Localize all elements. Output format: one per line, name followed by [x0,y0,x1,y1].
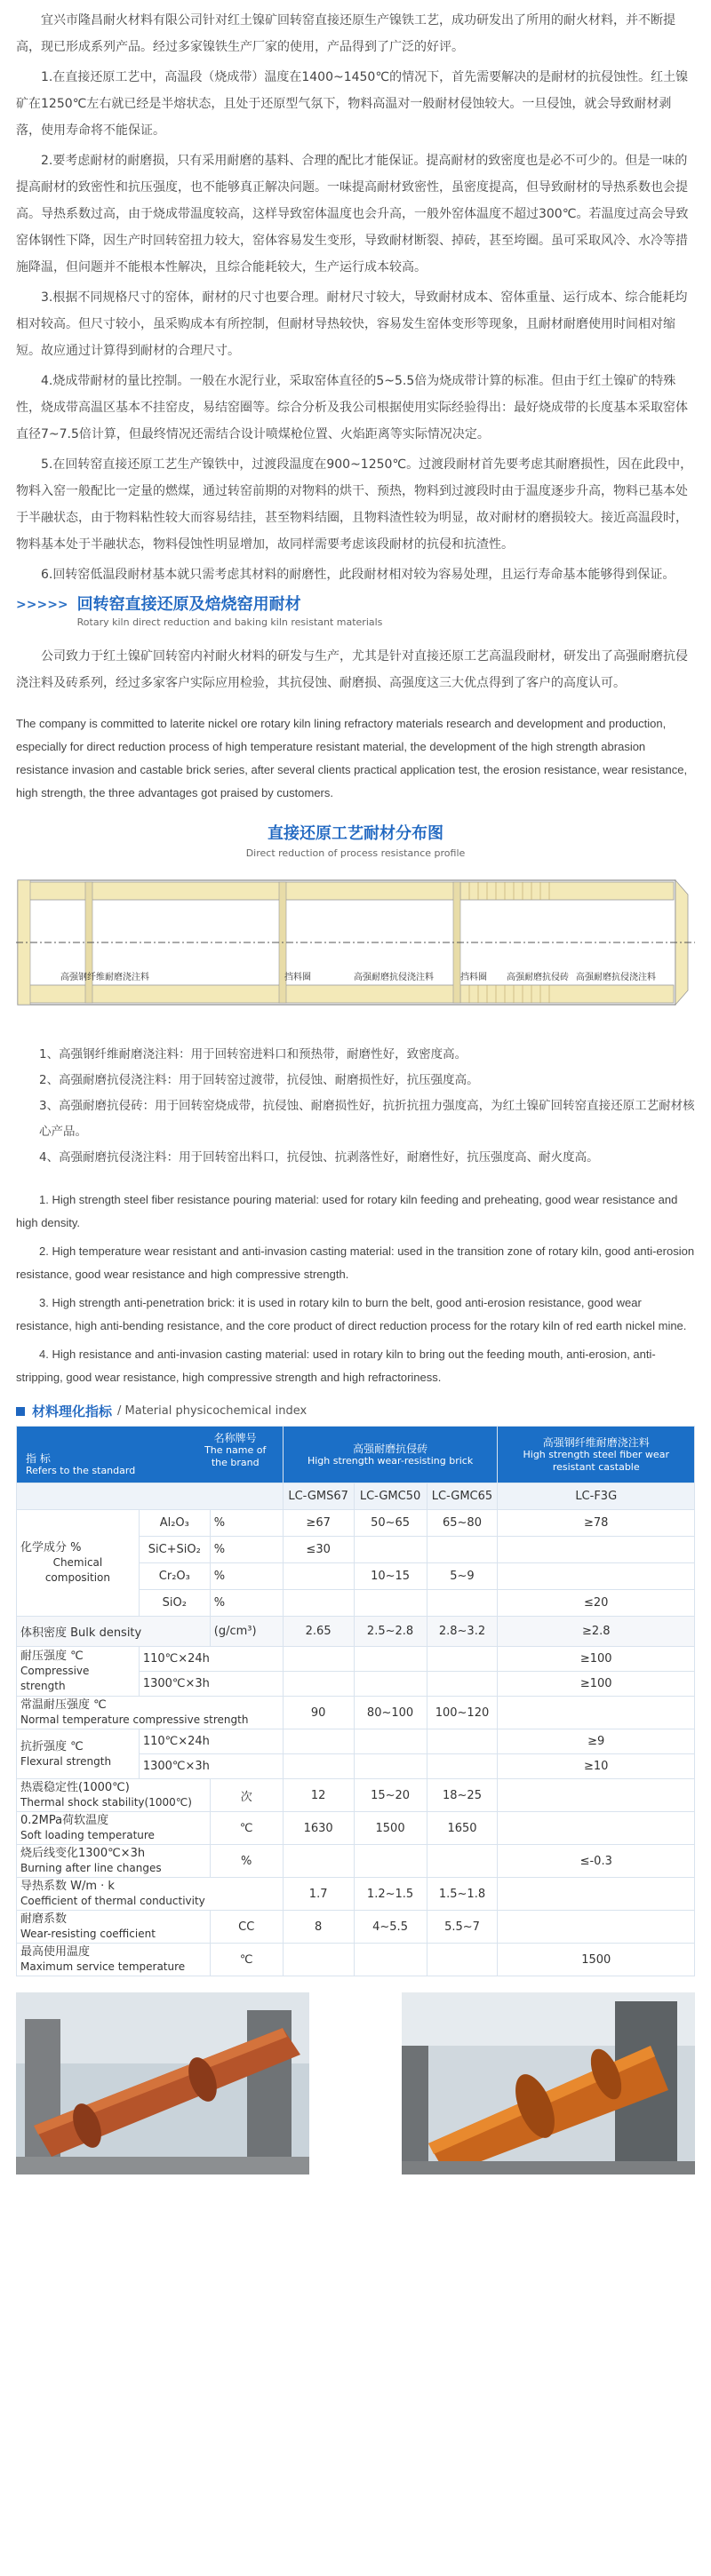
table-cell: 1650 [427,1812,498,1845]
table-cell [498,1779,695,1812]
distribution-title [16,821,695,859]
table-cell [498,1812,695,1845]
intro-paragraph: 5.在回转窑直接还原工艺生产镍铁中，过渡段温度在900~1250℃。过渡段耐材首先要考虑其耐磨损性，因在此段中，物料入窑一般配比一定量的燃煤，通过转窑前期的对物料的烘干、预热，物料到过渡段时由于温度逐步升高，物料已基本处于半融状态，由于物料粘性较大而容易结挂，甚至物料结圈，且物料渣性较为明显，故对耐材的磨损较大。接近高温段时，物料基本处于半融状态，物料侵蚀性明显增加，故同样需要考虑该段耐材的抗侵和抗渣性。 [16,457,693,552]
table-cell [354,1845,427,1878]
table-cell: ≤30 [283,1537,354,1563]
table-cell: 10~15 [354,1563,427,1590]
unit-cell: 次 [210,1779,283,1812]
table-cell: 90 [283,1697,354,1729]
label-seg4: 挡料圈 [460,973,487,982]
chem-unit: % [210,1510,283,1537]
table-cell [283,1754,354,1779]
kiln-bottom-lining [20,985,674,1003]
table-cell [354,1754,427,1779]
table-cell [283,1563,354,1590]
table-cell [498,1878,695,1911]
soft-loading-label [17,1812,211,1845]
header-brand-cn: 名称牌号 [213,1432,257,1444]
table-cell [427,1590,498,1617]
conductivity-label-en: Coefficient of thermal conductivity [20,1895,205,1907]
label-seg3: 高强耐磨抗侵浇注料 [354,973,434,982]
table-cell [427,1672,498,1697]
table-cell: 8 [283,1911,354,1944]
chem-label-cn: 化学成分 % [20,1541,82,1554]
list-item: 2. High temperature wear resistant and anti-invasion casting material: used in the transition zone of rotary kiln, good anti-erosion resistance, good wear resistance and high compressive strength. [16,1244,695,1281]
table-cell [498,1911,695,1944]
table-cell [427,1944,498,1976]
header-castable [498,1427,695,1483]
section-title-en: Rotary kiln direct reduction and baking kiln resistant materials [76,616,383,628]
header-brick-cn: 高强耐磨抗侵砖 [353,1442,428,1455]
table-cell [498,1697,695,1729]
distribution-title-cn: 直接还原工艺耐材分布图 [268,824,443,843]
table-cell [354,1590,427,1617]
distribution-title-en: Direct reduction of process resistance profile [245,847,466,859]
table-row [17,1845,695,1878]
table-cell: 1.5~1.8 [427,1878,498,1911]
table-cell [498,1537,695,1563]
label-seg1: 高强钢纤维耐磨浇注料 [60,973,149,982]
table-cell: 2.5~2.8 [354,1617,427,1647]
list-item: 3、高强耐磨抗侵砖：用于回转窑烧成带，抗侵蚀、耐磨损性好，抗折抗扭力强度高，为红土镍矿回转窑直接还原工艺耐材核心产品。 [39,1099,695,1139]
unit-cell: CC [210,1911,283,1944]
max-temp-label-cn: 最高使用温度 [20,1945,91,1959]
photo-row [16,1992,695,2174]
rotary-kiln-photo-1 [16,1992,309,2174]
label-seg5: 高强耐磨抗侵砖 [507,973,569,982]
table-cell: 1.2~1.5 [354,1878,427,1911]
table-cell: 5~9 [427,1563,498,1590]
table-cell [427,1537,498,1563]
wear-label-en: Wear-resisting coefficient [20,1928,156,1940]
list-item: 4. High resistance and anti-invasion casting material: used in rotary kiln to bring out the feeding mouth, anti-erosion, anti-stripping, good wear resistance, high compressive strength and high refractoriness. [16,1348,656,1384]
table-cell [427,1845,498,1878]
table-cell [427,1754,498,1779]
section-paragraph-en: The company is committed to laterite nickel ore rotary kiln lining refractory materials research and development and production, especially for direct reduction process of high temperature resistant material, the development of the high strength abrasion resistance invasion and castable brick series, after several clients practical application test, the erosion resistance, wear resistance, high strength, the three advantages got praised by customers. [16,717,688,799]
grade-cell: LC-GMS67 [283,1483,354,1510]
compressive-label-cn: 耐压强度 ℃ [20,1650,84,1663]
normal-comp-label-en: Normal temperature compressive strength [20,1713,249,1726]
compressive-label-en: Compressive strength [20,1665,90,1692]
header-castable-en: High strength steel fiber wear resistant castable [523,1448,669,1473]
grade-row [17,1483,695,1510]
table-row [17,1647,695,1672]
product-list-cn [16,1042,695,1171]
table-cell [354,1729,427,1754]
table-cell: 2.8~3.2 [427,1617,498,1647]
grade-blank [17,1483,284,1510]
table-cell [427,1729,498,1754]
table-cell: 1.7 [283,1878,354,1911]
section-paragraph-cn: 公司致力于红土镍矿回转窑内衬耐火材料的研发与生产，尤其是针对直接还原工艺高温段耐材，研发出了高强耐磨抗侵浇注料及砖系列，经过多家客户实际应用检验，其抗侵蚀、耐磨损、高强度这三大优点得到了客户的高度认可。 [16,649,688,690]
chem-name: Al₂O₃ [139,1510,210,1537]
burning-label-cn: 烧后线变化1300℃×3h [20,1847,146,1860]
label-seg6: 高强耐磨抗侵浇注料 [576,973,656,982]
list-item: 2、高强耐磨抗侵浇注料：用于回转窑过渡带，抗侵蚀、耐磨损性好，抗压强度高。 [39,1073,479,1087]
table-row [17,1911,695,1944]
flexural-label [17,1729,140,1779]
table-cell [354,1647,427,1672]
normal-comp-label-cn: 常温耐压强度 ℃ [20,1698,107,1712]
density-label: 体积密度 Bulk density [17,1617,211,1647]
table-cell: 1500 [498,1944,695,1976]
compressive-label [17,1647,140,1697]
chem-unit: % [210,1590,283,1617]
intro-paragraph: 4.烧成带耐材的量比控制。一般在水泥行业，采取窑体直径的5~5.5倍为烧成带计算的标准。但由于红土镍矿的特殊性，烧成带高温区基本不挂窑皮，易结窑圈等。综合分析及我公司根据使用实际经验得出：最好烧成带的长度基本采取窑体直径7~7.5倍计算，但最终情况还需结合设计喷煤枪位置、火焰距离等实际情况决定。 [16,374,688,441]
table-cell [283,1672,354,1697]
max-temp-label-en: Maximum service temperature [20,1960,186,1973]
table-cell: ≥10 [498,1754,695,1779]
table-cell: 65~80 [427,1510,498,1537]
wear-label [17,1911,211,1944]
table-cell: ≥78 [498,1510,695,1537]
max-temp-label [17,1944,211,1976]
intro-paragraph: 3.根据不同规格尺寸的窑体，耐材的尺寸也要合理。耐材尺寸较大，导致耐材成本、窑体重量、运行成本、综合能耗均相对较高。但尺寸较小，虽采购成本有所控制，但耐材导热较快，容易发生窑体变形等现象，且耐材耐磨使用时间相对缩短。故应通过计算得到耐材的合理尺寸。 [16,290,688,358]
list-item: 1. High strength steel fiber resistance pouring material: used for rotary kiln feeding and preheating, good wear resistance and high density. [16,1193,678,1229]
table-cell: ≤20 [498,1590,695,1617]
table-row [17,1779,695,1812]
table-cell [427,1647,498,1672]
table-cell: ≥67 [283,1510,354,1537]
chem-label [17,1510,140,1617]
materials-table [16,1426,695,1976]
condition-cell: 1300℃×3h [139,1754,283,1779]
table-row [17,1729,695,1754]
table-cell [354,1944,427,1976]
condition-cell: 1300℃×3h [139,1672,283,1697]
conductivity-label [17,1878,284,1911]
table-cell: 1500 [354,1812,427,1845]
unit-cell: ℃ [210,1944,283,1976]
table-cell [354,1672,427,1697]
table-row [17,1697,695,1729]
intro-paragraph: 宜兴市隆昌耐火材料有限公司针对红土镍矿回转窑直接还原生产镍铁工艺，成功研发出了所用的耐火材料，并不断提高，现已形成系列产品。经过多家镍铁生产厂家的使用，产品得到了广泛的好评。 [16,13,675,54]
kiln-distribution-diagram [16,873,695,1024]
chem-unit: % [210,1537,283,1563]
header-index-cn: 指 标 [26,1452,51,1465]
table-cell: 5.5~7 [427,1911,498,1944]
label-seg2: 挡料圈 [284,973,311,982]
intro-paragraph: 1.在直接还原工艺中，高温段（烧成带）温度在1400~1450℃的情况下，首先需要解决的是耐材的抗侵蚀性。红土镍矿在1250℃左右就已经是半熔状态，且处于还原型气氛下，物料高温对一般耐材侵蚀较大。一旦侵蚀，就会导致耐材剥落，使用寿命将不能保证。 [16,70,689,138]
thermal-shock-label [17,1779,211,1812]
table-header-row [17,1427,695,1483]
grade-cell: LC-GMC50 [354,1483,427,1510]
table-cell [498,1563,695,1590]
table-cell [283,1944,354,1976]
table-cell [283,1729,354,1754]
grade-cell: LC-GMC65 [427,1483,498,1510]
table-cell: 12 [283,1779,354,1812]
flexural-label-cn: 抗折强度 ℃ [20,1739,84,1753]
intro-paragraph: 2.要考虑耐材的耐磨损，只有采用耐磨的基料、合理的配比才能保证。提高耐材的致密度也是必不可少的。但是一味的提高耐材的致密性和抗压强度，也不能够真正解决问题。一味提高耐材致密性，虽密度提高，但导致耐材的导热系数也会提高。导热系数过高，由于烧成带温度较高，这样导致窑体温度也会升高，一般外窑体温度不超过300℃。若温度过高会导致窑体钢性下降，因生产时回转窑扭力较大，窑体容易发生变形，导致耐材断裂、掉砖，甚至垮圈。虽可采取风冷、水冷等措施降温，但问题并不能根本性解决，且综合能耗较大，生产运行成本较高。 [16,154,689,274]
grade-cell: LC-F3G [498,1483,695,1510]
table-row [17,1617,695,1647]
density-unit: (g/cm³) [210,1617,283,1647]
rotary-kiln-photo-2 [402,1992,695,2174]
table-row [17,1944,695,1976]
burning-label-en: Burning after line changes [20,1862,162,1874]
table-cell: 18~25 [427,1779,498,1812]
table-cell [283,1590,354,1617]
table-cell: 50~65 [354,1510,427,1537]
table-cell: 15~20 [354,1779,427,1812]
thermal-shock-label-cn: 热震稳定性(1000℃) [20,1781,130,1794]
soft-loading-label-en: Soft loading temperature [20,1829,155,1841]
list-item: 3. High strength anti-penetration brick: it is used in rotary kiln to burn the belt, good anti-erosion resistance, good wear resistance, high anti-bending resistance, and the core product of direct reduction process for the rotary kiln of red earth nickel mine. [16,1296,687,1332]
materials-title-en: / Material physicochemical index [117,1404,308,1418]
table-cell: 100~120 [427,1697,498,1729]
table-row [17,1812,695,1845]
flexural-label-en: Flexural strength [20,1754,112,1768]
section-title-cn: 回转窑直接还原及焙烧窑用耐材 [76,595,301,614]
header-diagonal-cell [17,1427,284,1483]
chem-name: SiO₂ [139,1590,210,1617]
table-row [17,1878,695,1911]
table-cell: ≤-0.3 [498,1845,695,1878]
burning-label [17,1845,211,1878]
table-cell: 80~100 [354,1697,427,1729]
chem-name: SiC+SiO₂ [139,1537,210,1563]
normal-comp-label [17,1697,284,1729]
double-arrow-icon: >>>>> [16,598,68,612]
chem-label-en: Chemical composition [44,1556,110,1584]
table-cell [283,1845,354,1878]
materials-title-cn: 材料理化指标 [32,1403,113,1419]
soft-loading-label-cn: 0.2MPa荷软温度 [20,1814,109,1827]
table-cell: 1630 [283,1812,354,1845]
table-row [17,1510,695,1537]
header-brand-en: The name of the brand [204,1444,267,1468]
table-cell: ≥9 [498,1729,695,1754]
kiln-top-lining [20,882,674,900]
table-cell: 2.65 [283,1617,354,1647]
wear-label-cn: 耐磨系数 [20,1912,68,1926]
unit-cell: ℃ [210,1812,283,1845]
table-cell [283,1647,354,1672]
table-cell: ≥2.8 [498,1617,695,1647]
intro-section [16,0,695,588]
chem-unit: % [210,1563,283,1590]
materials-heading [16,1402,695,1420]
condition-cell: 110℃×24h [139,1647,283,1672]
conductivity-label-cn: 导热系数 W/m · k [20,1880,115,1893]
header-brick [283,1427,498,1483]
table-cell [354,1537,427,1563]
section-heading [16,595,695,631]
condition-cell: 110℃×24h [139,1729,283,1754]
header-castable-cn: 高强钢纤维耐磨浇注料 [542,1435,650,1449]
list-item: 4、高强耐磨抗侵浇注料：用于回转窑出料口，抗侵蚀、抗剥落性好，耐磨性好，抗压强度高、耐火度高。 [39,1150,599,1165]
table-cell: ≥100 [498,1672,695,1697]
unit-cell: % [210,1845,283,1878]
thermal-shock-label-en: Thermal shock stability(1000℃) [20,1796,192,1809]
intro-paragraph: 6.回转窑低温段耐材基本就只需考虑其材料的耐磨性，此段耐材相对较为容易处理，且运行寿命基本能够得到保证。 [41,568,675,582]
header-index-en: Refers to the standard [26,1465,136,1476]
header-brick-en: High strength wear-resisting brick [307,1454,474,1467]
chem-name: Cr₂O₃ [139,1563,210,1590]
table-cell: ≥100 [498,1647,695,1672]
square-bullet-icon [16,1407,25,1416]
list-item: 1、高强钢纤维耐磨浇注料：用于回转窑进料口和预热带，耐磨性好，致密度高。 [39,1047,467,1061]
table-cell: 4~5.5 [354,1911,427,1944]
product-list-en [16,1189,695,1389]
